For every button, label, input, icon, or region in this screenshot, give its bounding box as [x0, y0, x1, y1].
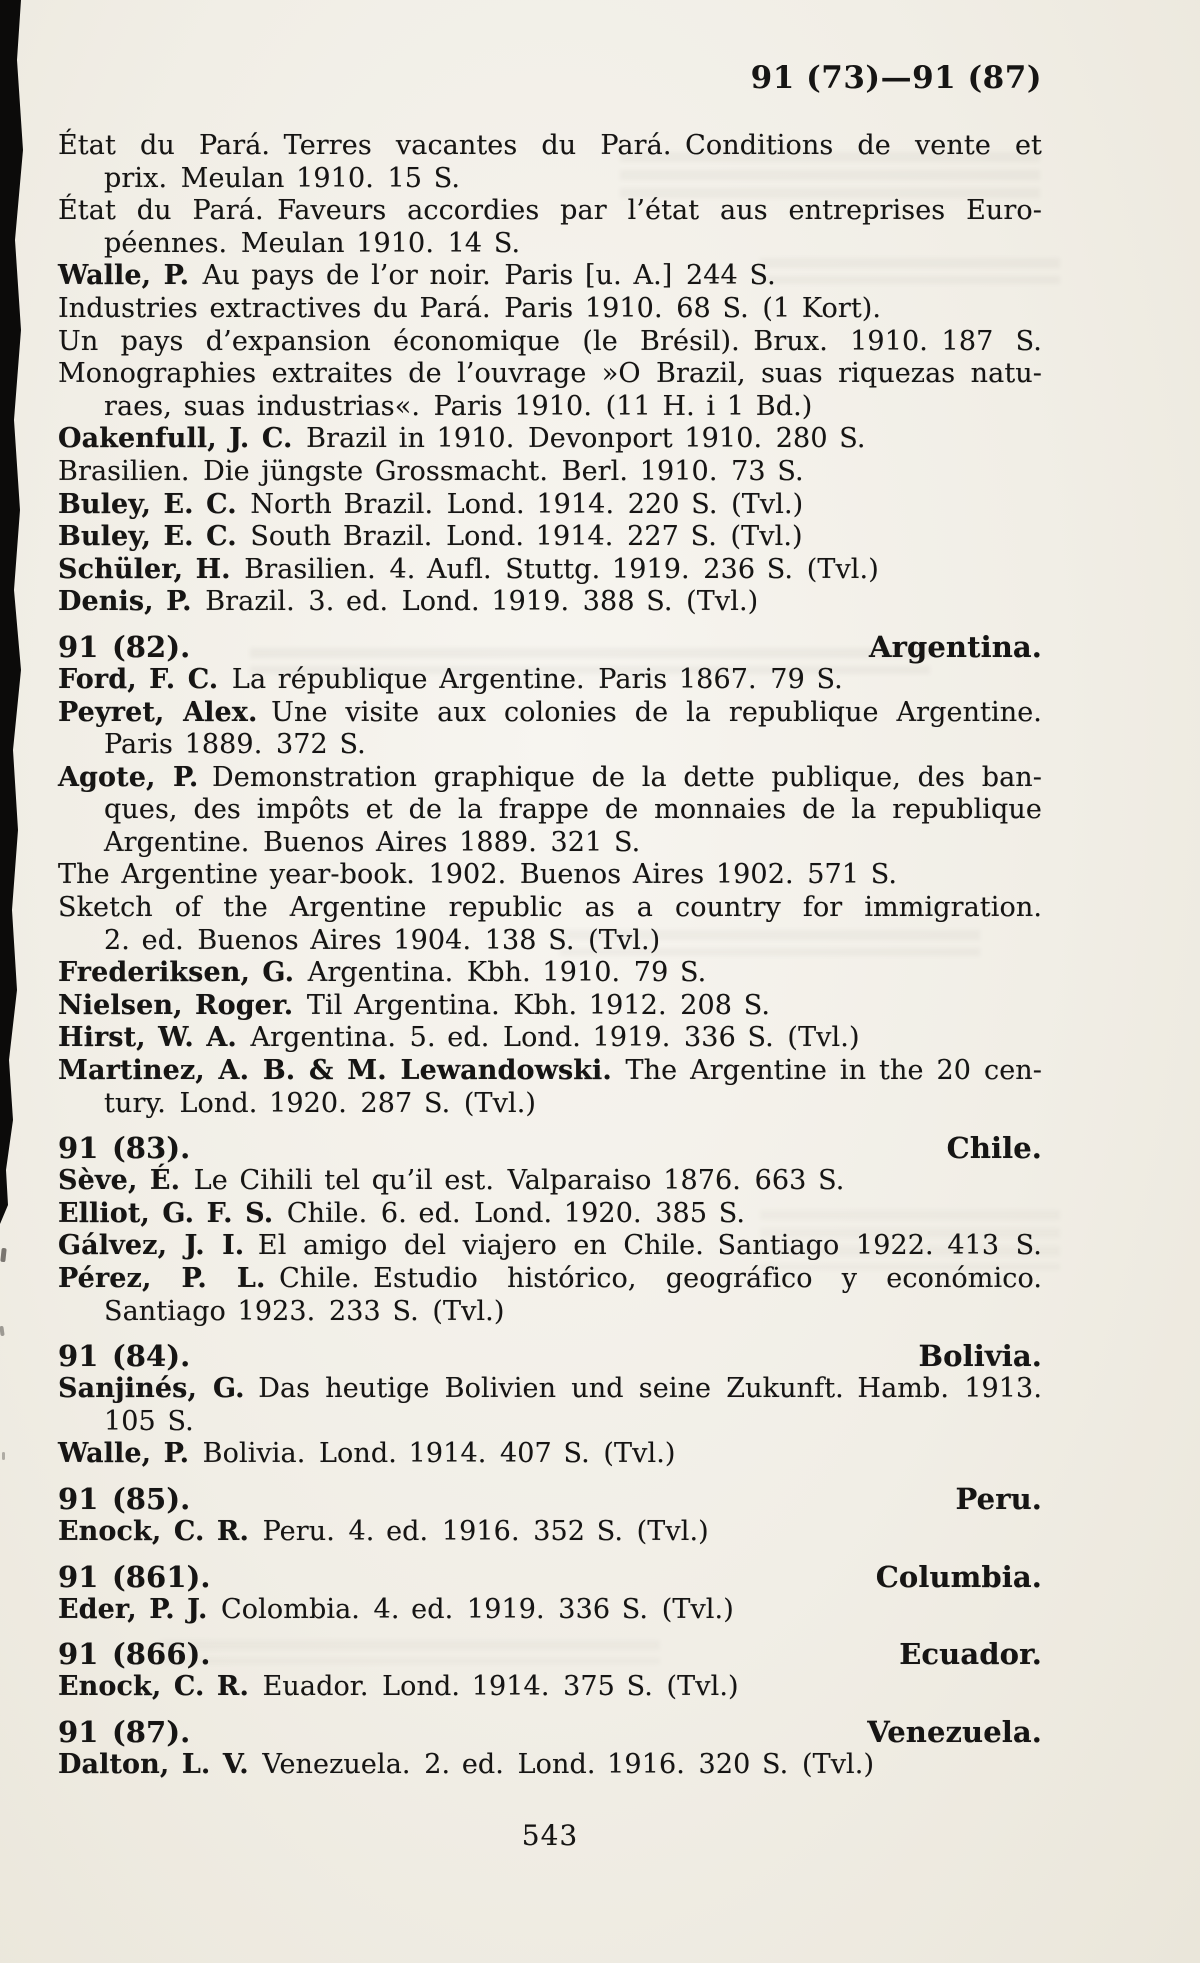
bib-line: Nielsen, Roger. Til Argentina. Kbh. 1912. 208 S. [58, 989, 771, 1021]
section-number: 91 (85). [58, 1481, 191, 1516]
author-name: Agote, P. [58, 761, 199, 793]
bib-line: Walle, P. Bolivia. Lond. 1914. 407 S. (Tvl.) [58, 1438, 676, 1470]
bib-line: État du Pará. Faveurs accordies par l’état aus entreprises Euro- [58, 195, 1042, 227]
bib-line: Monographies extraites de l’ouvrage »O Brazil, suas riquezas natu- [58, 358, 1042, 390]
section-number: 91 (861). [58, 1559, 211, 1594]
bib-line: Walle, P. Au pays de l’or noir. Paris [u. A.] 244 S. [58, 260, 776, 292]
classification-range: 91 (73)—91 (87) [750, 60, 1042, 96]
section-country: Chile. [946, 1131, 1042, 1166]
bibliography [58, 130, 1042, 1781]
section-country: Argentina. [869, 629, 1042, 664]
bib-line: Industries extractives du Pará. Paris 1910. 68 S. (1 Kort). [58, 292, 882, 324]
section-heading [58, 1715, 1042, 1749]
author-name: Walle, P. [58, 1438, 190, 1470]
page-body [58, 60, 1042, 1852]
author-name: Eder, P. J. [58, 1593, 208, 1625]
bib-line: Brasilien. Die jüngste Grossmacht. Berl. 1910. 73 S. [58, 455, 804, 487]
bib-line: Oakenfull, J. C. Brazil in 1910. Devonport 1910. 280 S. [58, 423, 866, 455]
bib-line: Sève, É. Le Cihili tel qu’il est. Valparaiso 1876. 663 S. [58, 1165, 845, 1197]
bib-line: Pérez, P. L. Chile. Estudio histórico, geográfico y económico. [58, 1263, 1043, 1294]
section-number: 91 (87). [58, 1714, 191, 1749]
bib-line: Sketch of the Argentine republic as a country for immigration. [58, 892, 1042, 924]
section-heading [58, 1339, 1042, 1373]
bib-line: Buley, E. C. South Brazil. Lond. 1914. 227 S. (Tvl.) [58, 521, 803, 553]
author-name: Elliot, G. F. S. [58, 1197, 274, 1229]
bib-line: tury. Lond. 1920. 287 S. (Tvl.) [104, 1087, 537, 1119]
bib-line: Dalton, L. V. Venezuela. 2. ed. Lond. 1916. 320 S. (Tvl.) [58, 1748, 875, 1780]
section-heading [58, 1637, 1042, 1671]
binding-shadow [0, 0, 26, 1224]
author-name: Buley, E. C. [58, 488, 237, 520]
author-name: Dalton, L. V. [58, 1748, 249, 1780]
page-number: 543 [521, 1819, 579, 1853]
bib-line: Paris 1889. 372 S. [104, 729, 366, 761]
author-name: Frederiksen, G. [58, 957, 295, 989]
bib-line: Martinez, A. B. & M. Lewandowski. The Argentine in the 20 cen- [58, 1055, 1042, 1087]
bib-line: Agote, P. Demonstration graphique de la dette publique, des ban- [58, 761, 1042, 793]
bib-line: Un pays d’expansion économique (le Brésil). Brux. 1910. 187 S. [58, 325, 1042, 357]
scan-speck [0, 1326, 5, 1336]
section-country: Venezuela. [867, 1714, 1042, 1749]
bib-line: Hirst, W. A. Argentina. 5. ed. Lond. 1919. 336 S. (Tvl.) [58, 1022, 860, 1054]
bib-line: Eder, P. J. Colombia. 4. ed. 1919. 336 S. (Tvl.) [58, 1593, 734, 1625]
bib-line: Schüler, H. Brasilien. 4. Aufl. Stuttg. 1919. 236 S. (Tvl.) [58, 553, 879, 585]
bib-line: 105 S. [104, 1405, 194, 1437]
bib-line: Frederiksen, G. Argentina. Kbh. 1910. 79 S. [58, 957, 707, 989]
author-name: Sève, É. [58, 1165, 181, 1197]
author-name: Buley, E. C. [58, 521, 237, 553]
bib-line: Santiago 1923. 233 S. (Tvl.) [104, 1295, 505, 1327]
section-number: 91 (83). [58, 1131, 191, 1166]
bib-line: Enock, C. R. Euador. Lond. 1914. 375 S. (Tvl.) [58, 1671, 739, 1703]
bib-line: Denis, P. Brazil. 3. ed. Lond. 1919. 388 S. (Tvl.) [58, 586, 759, 618]
author-name: Schüler, H. [58, 553, 231, 585]
section-country: Columbia. [875, 1559, 1042, 1594]
bib-line: Sanjinés, G. Das heutige Bolivien und seine Zukunft. Hamb. 1913. [58, 1373, 1042, 1405]
bib-line: Argentine. Buenos Aires 1889. 321 S. [104, 826, 641, 858]
section-country: Ecuador. [899, 1637, 1042, 1672]
bib-line: ques, des impôts et de la frappe de monnaies de la republique [104, 794, 1042, 826]
author-name: Nielsen, Roger. [58, 989, 294, 1021]
bib-line: État du Pará. Terres vacantes du Pará. Conditions de vente et [58, 130, 1042, 161]
author-name: Sanjinés, G. [58, 1373, 245, 1405]
bib-line: prix. Meulan 1910. 15 S. [104, 162, 461, 194]
bib-line: Elliot, G. F. S. Chile. 6. ed. Lond. 1920. 385 S. [58, 1197, 746, 1229]
scan-speck [2, 1452, 5, 1460]
section-number: 91 (82). [58, 629, 191, 664]
author-name: Denis, P. [58, 586, 192, 618]
bib-line: Enock, C. R. Peru. 4. ed. 1916. 352 S. (Tvl.) [58, 1515, 709, 1547]
section-heading [58, 1560, 1042, 1594]
section-heading [58, 1482, 1042, 1516]
bib-line: Buley, E. C. North Brazil. Lond. 1914. 220 S. (Tvl.) [58, 488, 804, 520]
scan-speck [0, 1248, 6, 1262]
bib-line: raes, suas industrias«. Paris 1910. (11 H. i 1 Bd.) [104, 390, 813, 422]
author-name: Oakenfull, J. C. [58, 423, 293, 455]
author-name: Walle, P. [58, 260, 190, 292]
bib-line: Peyret, Alex. Une visite aux colonies de la republique Argentine. [58, 696, 1042, 728]
bib-line: Ford, F. C. La république Argentine. Paris 1867. 79 S. [58, 663, 843, 695]
bib-line: 2. ed. Buenos Aires 1904. 138 S. (Tvl.) [104, 924, 661, 956]
author-name: Pérez, P. L. [58, 1263, 266, 1294]
bib-line: péennes. Meulan 1910. 14 S. [104, 227, 521, 259]
bib-line: The Argentine year-book. 1902. Buenos Aires 1902. 571 S. [58, 859, 898, 891]
bib-line: Gálvez, J. I. El amigo del viajero en Chile. Santiago 1922. 413 S. [58, 1230, 1042, 1262]
author-name: Martinez, A. B. & M. Lewandowski. [58, 1055, 612, 1087]
section-country: Peru. [955, 1481, 1042, 1516]
author-name: Hirst, W. A. [58, 1022, 237, 1054]
author-name: Enock, C. R. [58, 1515, 249, 1547]
author-name: Gálvez, J. I. [58, 1230, 245, 1262]
author-name: Peyret, Alex. [58, 696, 258, 728]
author-name: Enock, C. R. [58, 1671, 249, 1703]
section-country: Bolivia. [918, 1339, 1042, 1374]
section-number: 91 (866). [58, 1637, 211, 1672]
section-heading [58, 1131, 1042, 1165]
author-name: Ford, F. C. [58, 663, 219, 695]
section-heading [58, 630, 1042, 664]
section-number: 91 (84). [58, 1339, 191, 1374]
